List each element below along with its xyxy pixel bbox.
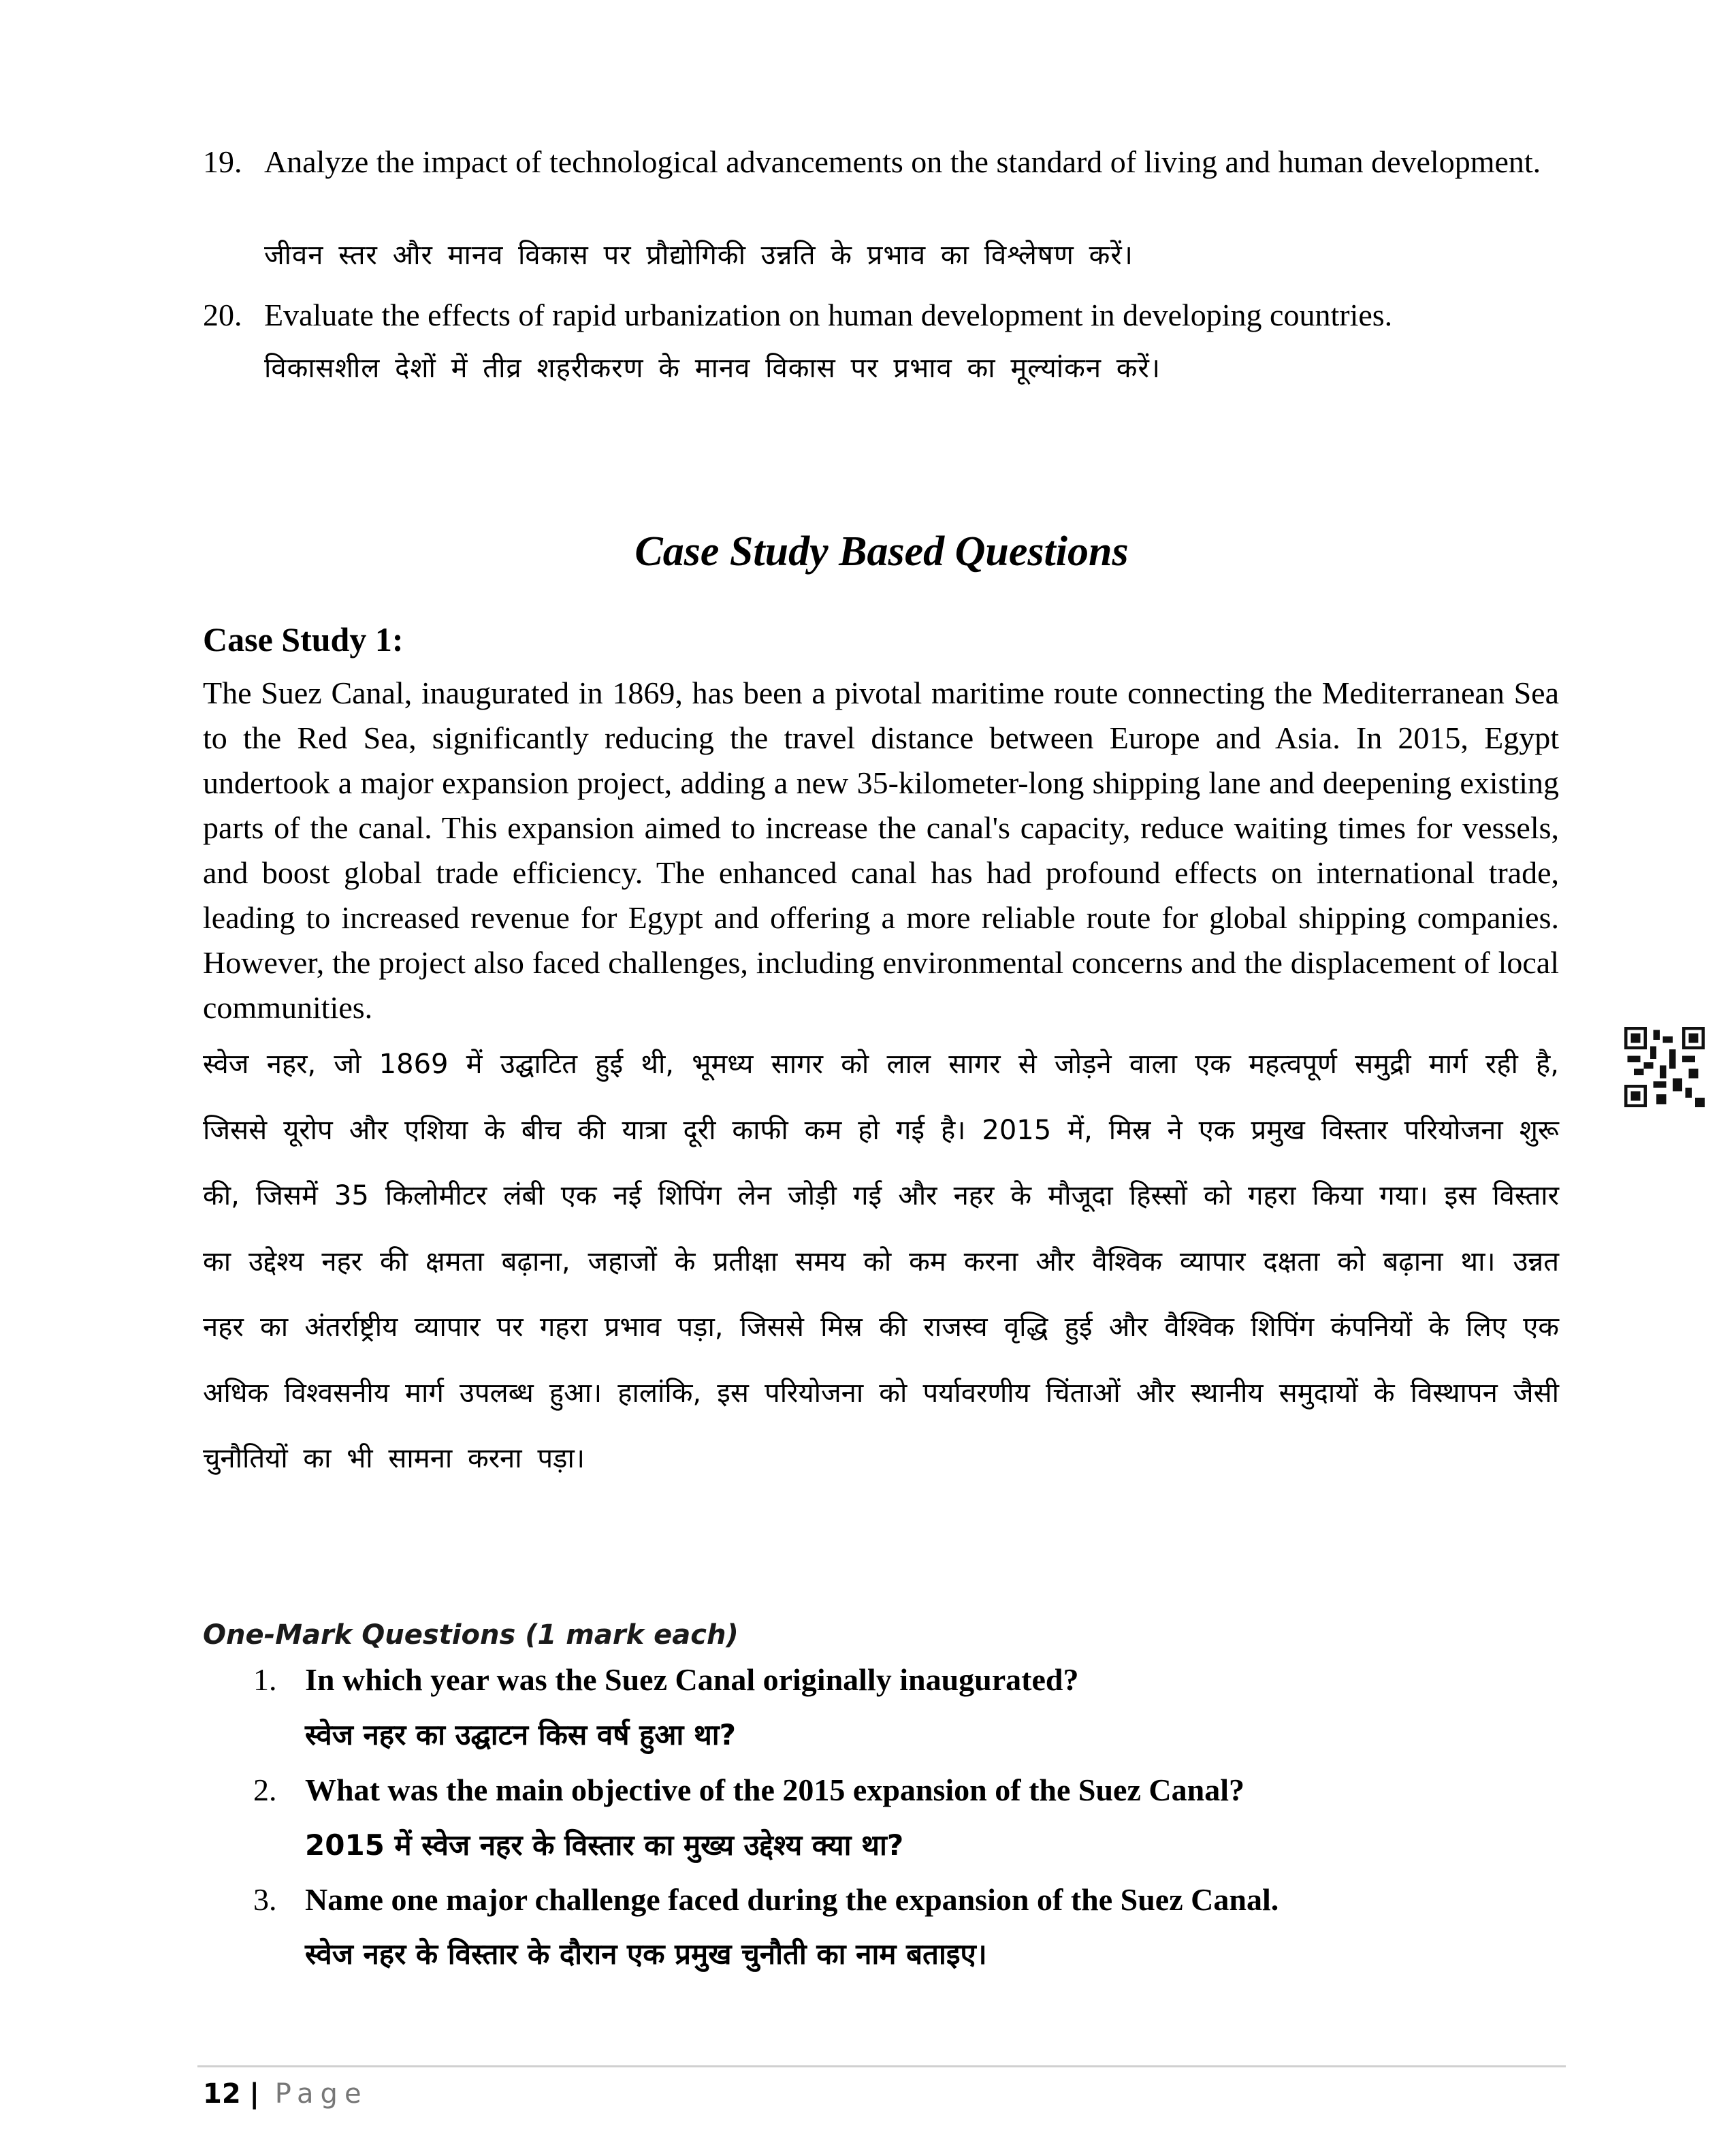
question-text-en: Evaluate the effects of rapid urbanization on human development in developing countries. xyxy=(264,298,1393,332)
case-study-paragraph-hi: स्वेज नहर, जो 1869 में उद्घाटित हुई थी, भूमध्य सागर को लाल सागर से जोड़ने वाला एक महत्वपूर्ण समुद्री मार्ग रही है, जिससे यूरोप और एशिया के बीच की यात्रा दूरी काफी कम हो गई है। 2015 में, मिस्र ने एक प्रमुख विस्तार परियोजना शुरू की, जिसमें 35 किलोमीटर लंबी एक नई शिपिंग लेन जोड़ी गई और नहर के मौजूदा हिस्सों को गहरा किया गया। इस विस्तार का उद्देश्य नहर की क्षमता बढ़ाना, जहाजों के प्रतीक्षा समय को कम करना और वैश्विक व्यापार दक्षता को बढ़ाना था। उन्नत नहर का अंतर्राष्ट्रीय व्यापार पर गहरा प्रभाव पड़ा, जिससे मिस्र की राजस्व वृद्धि हुई और वैश्विक शिपिंग कंपनियों के लिए एक अधिक विश्वसनीय मार्ग उपलब्ध हुआ। हालांकि, इस परियोजना को पर्यावरणीय चिंताओं और स्थानीय समुदायों के विस्थापन जैसी चुनौतियों का भी सामना करना पड़ा। xyxy=(203,1049,1559,1474)
page-label: Page xyxy=(274,2078,368,2110)
question-number: 20. xyxy=(203,298,242,332)
footer-separator: | xyxy=(249,2078,259,2110)
question-text-hi: 2015 में स्वेज नहर के विस्तार का मुख्य उद्देश्य क्या था? xyxy=(305,1828,904,1862)
question-text-en: In which year was the Suez Canal originally inaugurated? xyxy=(305,1662,1079,1697)
question-number: 3. xyxy=(253,1882,277,1917)
question-text-hi: विकासशील देशों में तीव्र शहरीकरण के मानव विकास पर प्रभाव का मूल्यांकन करें। xyxy=(264,353,1161,384)
question-number: 19. xyxy=(203,144,242,179)
qr-code[interactable] xyxy=(1624,1027,1705,1107)
question-text-en: Name one major challenge faced during the expansion of the Suez Canal. xyxy=(305,1882,1279,1917)
question-number: 2. xyxy=(253,1773,277,1807)
page-footer xyxy=(203,2074,368,2114)
question-number: 1. xyxy=(253,1662,277,1697)
question-text-hi: जीवन स्तर और मानव विकास पर प्रौद्योगिकी उन्नति के प्रभाव का विश्लेषण करें। xyxy=(264,240,1134,271)
question-text-en: Analyze the impact of technological advancements on the standard of living and human development. xyxy=(264,144,1541,179)
case-study-title: Case Study 1: xyxy=(203,620,404,658)
one-mark-heading: One-Mark Questions (1 mark each) xyxy=(203,1619,739,1651)
question-text-en: What was the main objective of the 2015 expansion of the Suez Canal? xyxy=(305,1773,1244,1807)
page-number: 12 xyxy=(203,2078,241,2110)
section-heading: Case Study Based Questions xyxy=(634,528,1129,575)
case-study-paragraph-en: The Suez Canal, inaugurated in 1869, has been a pivotal maritime route connecting the Mediterranean Sea to the Red Sea, significantly reducing the travel distance between Europe and Asia. In 2015, Egypt undertook a major expansion project, adding a new 35-kilometer-long shipping lane and deepening existing parts of the canal. This expansion aimed to increase the canal's capacity, reduce waiting times for vessels, and boost global trade efficiency. The enhanced canal has had profound effects on international trade, leading to increased revenue for Egypt and offering a more reliable route for global shipping companies. However, the project also faced challenges, including environmental concerns and the displacement of local communities. xyxy=(203,676,1559,1025)
footer-divider xyxy=(197,2065,1566,2067)
question-text-hi: स्वेज नहर के विस्तार के दौरान एक प्रमुख चुनौती का नाम बताइए। xyxy=(305,1937,987,1971)
question-text-hi: स्वेज नहर का उद्घाटन किस वर्ष हुआ था? xyxy=(305,1718,737,1751)
